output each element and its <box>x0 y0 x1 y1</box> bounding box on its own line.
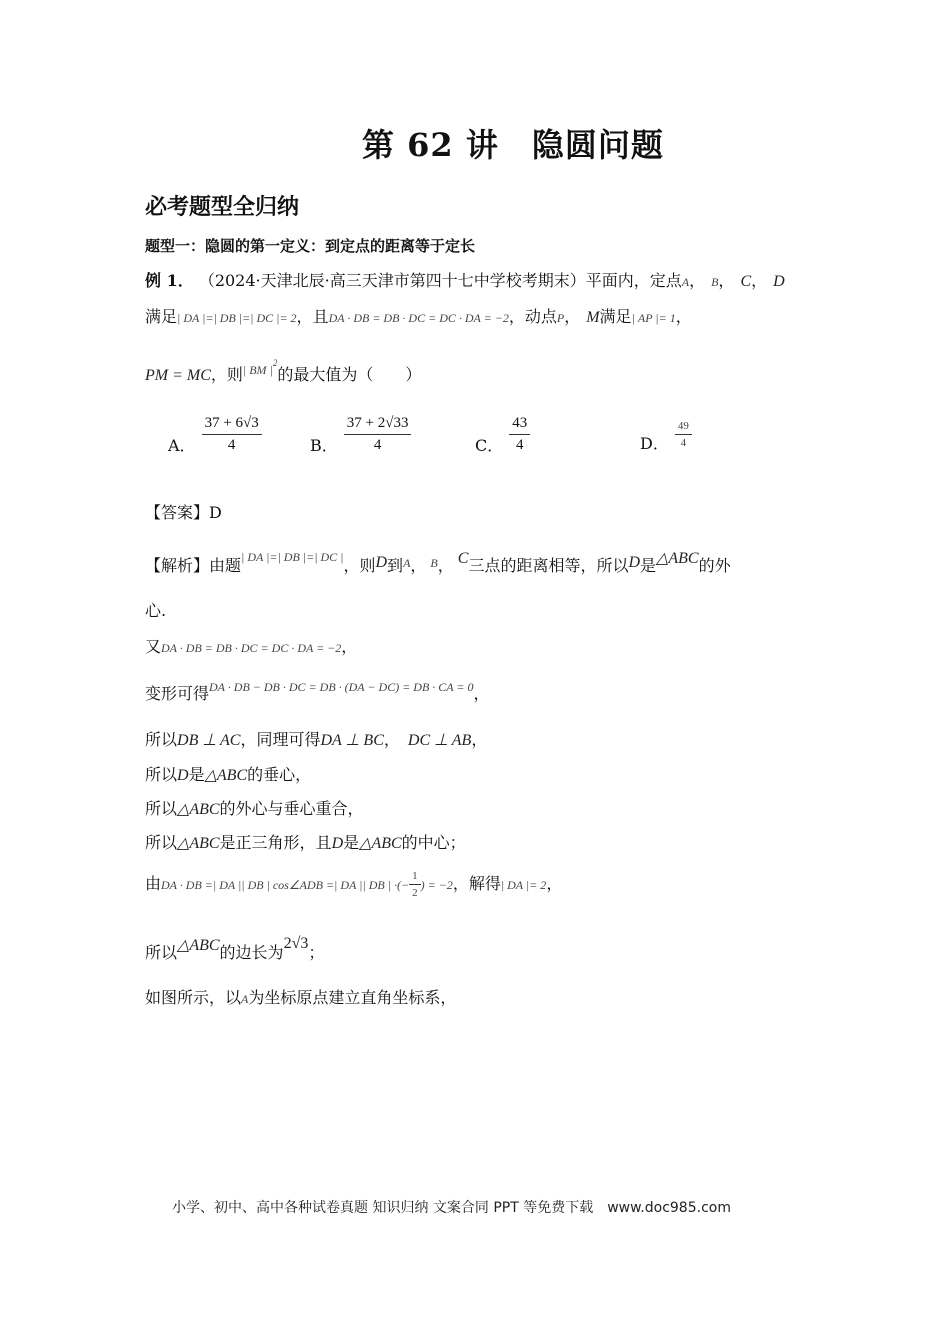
point-m: M <box>586 309 600 326</box>
text: ，动点 <box>508 307 557 326</box>
text: 是 <box>640 556 657 575</box>
side-length: 2√3 <box>283 935 309 952</box>
triangle-abc: △ABC <box>177 937 220 954</box>
option-fraction <box>202 415 262 454</box>
text: 到 <box>387 556 404 575</box>
analysis-line-3 <box>145 634 357 657</box>
bm-abs: | BM | <box>242 363 273 377</box>
text: 满足 <box>145 307 178 326</box>
point-c: C <box>457 550 469 567</box>
denominator: 2 <box>412 887 418 899</box>
point-d: D <box>628 554 641 571</box>
comma: ， <box>383 730 400 749</box>
comma: ， <box>471 730 488 749</box>
text: 是 <box>343 833 360 852</box>
type-heading: 题型一：隐圆的第一定义：到定点的距离等于定长 <box>145 237 476 255</box>
text: ，则 <box>343 556 376 575</box>
numerator: 49 <box>675 420 692 435</box>
option-b[interactable] <box>310 415 411 456</box>
text: 的垂心， <box>247 765 312 784</box>
text: 三点的距离相等，所以 <box>468 556 629 575</box>
comma: ， <box>410 556 427 575</box>
point-b: B <box>711 275 719 289</box>
text: 所以 <box>145 833 178 852</box>
text: 满足 <box>599 307 632 326</box>
math-expr: DB ⊥ AC <box>177 732 241 749</box>
triangle-abc: △ABC <box>177 835 220 852</box>
math-expr: DA · DB =| DA || DB | cos∠ADB =| DA || DB | ·(− <box>161 878 410 892</box>
text: 为坐标原点建立直角坐标系， <box>248 988 457 1007</box>
option-fraction <box>344 415 412 454</box>
answer-value: D <box>209 503 222 522</box>
denominator: 4 <box>516 437 524 453</box>
condition-pm-mc: PM = MC <box>145 367 211 384</box>
point-d: D <box>773 273 785 290</box>
comma: ， <box>473 684 490 703</box>
analysis-line-6 <box>145 762 311 785</box>
answer-line <box>145 500 222 523</box>
math-expr: DA · DB = DB · DC = DC · DA = −2 <box>161 641 342 655</box>
math-expr: ) = −2 <box>420 878 453 892</box>
option-label: C． <box>475 436 504 455</box>
point-a: A <box>403 556 411 570</box>
comma: ， <box>341 637 358 656</box>
comma: ， <box>718 271 735 290</box>
text: 所以 <box>145 730 178 749</box>
point-b: B <box>430 556 438 570</box>
numerator: 37 + 2√33 <box>344 415 412 435</box>
option-label: A． <box>168 436 196 455</box>
comma: ， <box>751 271 768 290</box>
point-a: A <box>681 275 690 289</box>
option-a[interactable] <box>168 415 262 456</box>
text: 所以 <box>145 943 178 962</box>
exponent: 2 <box>272 358 278 368</box>
example-line-3 <box>145 358 421 385</box>
text: ，则 <box>210 365 243 384</box>
triangle-abc: △ABC <box>177 801 220 818</box>
footer-text: 小学、初中、高中各种试卷真题 知识归纳 文案合同 PPT 等免费下载 www.doc985.com <box>172 1200 731 1216</box>
math-expr: | DA |=| DB |=| DC | <box>241 550 344 564</box>
option-fraction <box>509 415 530 454</box>
triangle-abc: △ABC <box>359 835 402 852</box>
numerator: 37 + 6√3 <box>202 415 262 435</box>
point-c: C <box>740 273 752 290</box>
text: 是 <box>188 765 205 784</box>
text: 的中心； <box>401 833 466 852</box>
text: ，且 <box>296 307 329 326</box>
analysis-line-11 <box>145 985 456 1008</box>
denominator: 4 <box>373 437 382 453</box>
text: 由 <box>145 874 162 893</box>
numerator: 43 <box>509 415 530 435</box>
denominator: 4 <box>227 437 236 453</box>
text: 所以 <box>145 765 178 784</box>
text: 的外 <box>698 556 731 575</box>
text: 所以 <box>145 799 178 818</box>
math-expr: DA ⊥ BC <box>320 732 384 749</box>
math-expr: DC ⊥ AB <box>407 732 472 749</box>
option-label: D． <box>640 434 669 453</box>
section-heading: 必考题型全归纳 <box>145 194 300 220</box>
text: 的最大值为（ ） <box>277 365 422 384</box>
example-source: （2024·天津北辰·高三天津市第四十七中学校考期末）平面内，定点 <box>198 271 682 290</box>
option-c[interactable] <box>475 415 530 456</box>
condition-1: | DA |=| DB |=| DC |= 2 <box>177 311 297 325</box>
condition-2: DA · DB = DB · DC = DC · DA = −2 <box>328 311 509 325</box>
comma: ， <box>546 874 563 893</box>
analysis-line-7 <box>145 796 364 819</box>
analysis-label: 【解析】 <box>145 556 210 575</box>
example-line-2 <box>145 304 692 327</box>
triangle-abc: △ABC <box>656 550 699 567</box>
example-label: 例 1． <box>145 271 194 290</box>
point-a: A <box>241 992 249 1006</box>
analysis-line-1 <box>145 548 731 576</box>
analysis-line-9 <box>145 870 562 899</box>
text: 是正三角形，且 <box>219 833 332 852</box>
text: 又 <box>145 637 162 656</box>
point-p: P <box>556 311 565 325</box>
triangle-abc: △ABC <box>204 767 248 784</box>
analysis-line-8 <box>145 830 466 853</box>
option-d[interactable] <box>640 420 692 454</box>
point-d: D <box>375 554 388 571</box>
math-expr: DA · DB − DB · DC = DB · (DA − DC) = DB · CA = 0 <box>209 680 474 694</box>
text: 由题 <box>209 556 242 575</box>
text: ，解得 <box>452 874 501 893</box>
numerator: 1 <box>409 870 421 885</box>
denominator: 4 <box>680 437 687 449</box>
analysis-line-4 <box>145 680 490 704</box>
page-title: 第 62 讲 隐圆问题 <box>362 126 664 164</box>
condition-3: | AP |= 1 <box>631 311 676 325</box>
math-expr: | DA |= 2 <box>500 878 547 892</box>
answer-label: 【答案】 <box>145 503 210 522</box>
example-line-1 <box>145 268 785 291</box>
comma: ， <box>675 307 692 326</box>
option-label: B． <box>310 436 338 455</box>
point-d: D <box>331 835 344 852</box>
comma: ， <box>689 271 706 290</box>
analysis-line-2: 心. <box>145 601 167 620</box>
fraction-half <box>409 870 421 899</box>
text: 的外心与垂心重合， <box>219 799 364 818</box>
text: 如图所示，以 <box>145 988 242 1007</box>
text: ； <box>308 943 325 962</box>
option-fraction <box>675 420 692 449</box>
analysis-line-5 <box>145 727 487 750</box>
text: 的边长为 <box>219 943 284 962</box>
text: 变形可得 <box>145 684 210 703</box>
point-d: D <box>177 767 189 784</box>
comma: ， <box>564 307 581 326</box>
text: ，同理可得 <box>240 730 321 749</box>
comma: ， <box>437 556 454 575</box>
analysis-line-10 <box>145 935 324 963</box>
